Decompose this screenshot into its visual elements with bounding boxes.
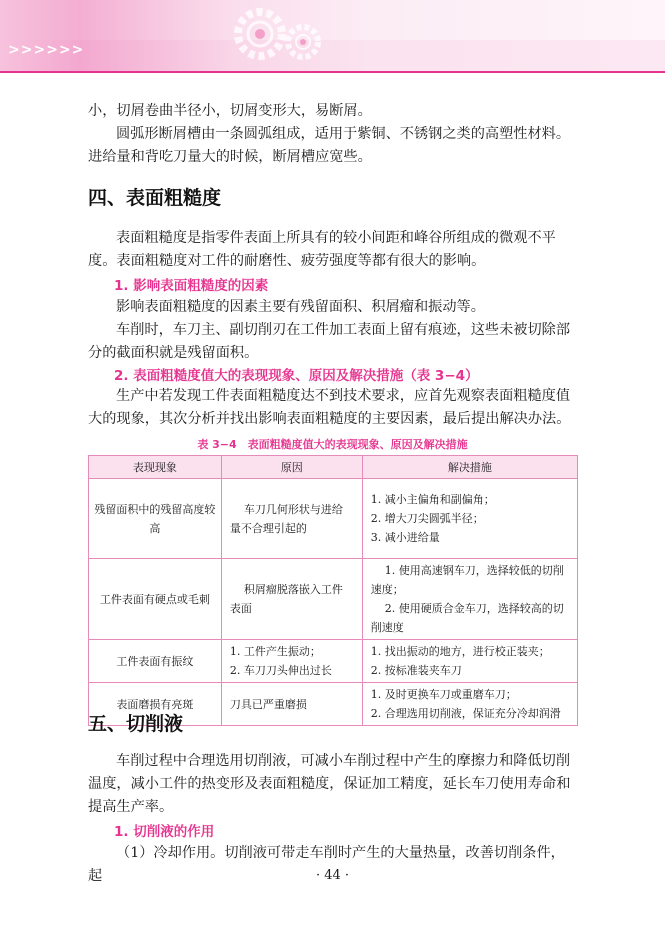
measure-item: 2. 使用硬质合金车刀，选择较高的切削速度 <box>370 602 564 634</box>
subheading-1: 1. 影响表面粗糙度的因素 <box>114 278 269 294</box>
header-cause: 原因 <box>221 456 362 479</box>
paragraph-3: 表面粗糙度是指零件表面上所具有的较小间距和峰谷所组成的微观不平度。表面粗糙度对工件的耐磨性、疲劳强度等都有很大的影响。 <box>88 230 556 269</box>
chevrons-icon: >>>>>> <box>8 42 85 58</box>
paragraph-1: 小，切屑卷曲半径小，切屑变形大，易断屑。 <box>88 103 372 119</box>
measure-item: 3. 减小进给量 <box>370 531 440 544</box>
section-heading-5: 五、切削液 <box>88 713 184 735</box>
phenomenon-cell: 表面磨损有亮斑 <box>89 683 222 726</box>
table-row <box>89 559 578 640</box>
paragraph-8: （1）冷却作用。切削液可带走车削时产生的大量热量，改善切削条件，起 <box>88 845 565 884</box>
cause-item: 刀具已严重磨损 <box>229 697 307 711</box>
cause-cell <box>221 683 362 726</box>
paragraph-6: 生产中若发现工件表面粗糙度达不到技术要求，应首先观察表面粗糙度值大的现象，其次分析并找出影响表面粗糙度的主要因素，最后提出解决办法。 <box>88 388 571 427</box>
header-phenomenon: 表现现象 <box>89 456 222 479</box>
paragraph-7: 车削过程中合理选用切削液，可减小车削过程中产生的摩擦力和降低切削温度，减小工件的热变形及表面粗糙度，保证加工精度，延长车刀使用寿命和提高生产率。 <box>88 753 571 815</box>
paragraph-5: 车削时，车刀主、副切削刃在工件加工表面上留有痕迹，这些未被切除部分的截面积就是残留面积。 <box>88 322 571 361</box>
measures-cell <box>362 683 577 726</box>
paragraph-4: 影响表面粗糙度的因素主要有残留面积、积屑瘤和振动等。 <box>116 299 485 315</box>
measures-cell <box>362 559 577 640</box>
measure-item: 2. 增大刀尖圆弧半径； <box>370 512 484 525</box>
table-header-row <box>89 456 578 479</box>
subheading-3: 1. 切削液的作用 <box>114 824 215 840</box>
cause-item: 2. 车刀刀头伸出过长 <box>229 664 332 677</box>
header-divider <box>0 71 665 73</box>
measure-item: 1. 找出振动的地方，进行校正装夹； <box>370 645 550 658</box>
table-row <box>89 640 578 683</box>
phenomenon-cell: 残留面积中的残留高度较高 <box>89 479 222 559</box>
subheading-2: 2. 表面粗糙度值大的表现现象、原因及解决措施（表 3−4） <box>114 368 479 384</box>
section-heading-4: 四、表面粗糙度 <box>88 187 222 209</box>
phenomenon-cell: 工件表面有振纹 <box>89 640 222 683</box>
header-measures: 解决措施 <box>362 456 577 479</box>
cause-cell <box>221 640 362 683</box>
page-number: · 44 · <box>315 868 350 883</box>
gears-icon <box>205 2 345 70</box>
measures-cell <box>362 479 577 559</box>
measure-item: 1. 使用高速钢车刀，选择较低的切削速度； <box>370 564 564 596</box>
phenomenon-cell: 工件表面有硬点或毛刺 <box>89 559 222 640</box>
cause-item: 车刀几何形状与进给量不合理引起的 <box>229 502 343 535</box>
measure-item: 1. 减小主偏角和副偏角； <box>370 493 495 506</box>
table-caption: 表 3−4 表面粗糙度值大的表现现象、原因及解决措施 <box>197 438 468 451</box>
table-row <box>89 479 578 559</box>
cause-cell <box>221 479 362 559</box>
cause-cell <box>221 559 362 640</box>
measure-item: 2. 合理选用切削液，保证充分冷却润滑 <box>370 707 561 720</box>
measure-item: 2. 按标准装夹车刀 <box>370 664 462 677</box>
measure-item: 1. 及时更换车刀或重磨车刀； <box>370 688 517 701</box>
measures-cell <box>362 640 577 683</box>
cause-item: 积屑瘤脱落嵌入工件表面 <box>229 583 343 615</box>
roughness-table <box>88 455 578 726</box>
paragraph-2: 圆弧形断屑槽由一条圆弧组成，适用于紫铜、不锈钢之类的高塑性材料。进给量和背吃刀量大的时候，断屑槽应宽些。 <box>88 126 571 165</box>
page-header <box>0 0 665 75</box>
cause-item: 1. 工件产生振动； <box>229 645 321 658</box>
